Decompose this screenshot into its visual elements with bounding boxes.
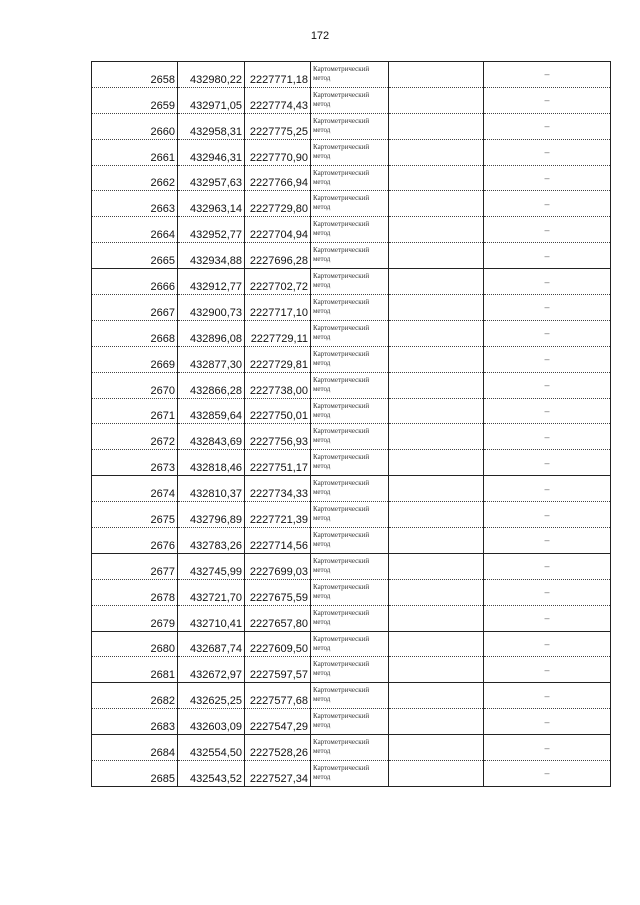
point-number-cell: 2664 [92, 217, 178, 243]
point-number-cell: 2675 [92, 502, 178, 528]
table-row [92, 113, 611, 139]
point-number-cell: 2680 [92, 631, 178, 657]
note-cell: – [484, 191, 611, 217]
empty-cell [389, 424, 484, 450]
table-row [92, 657, 611, 683]
point-number-cell: 2661 [92, 139, 178, 165]
method-cell: Картометрический метод [311, 735, 389, 761]
x-coordinate-cell: 432958,31 [178, 113, 245, 139]
method-cell: Картометрический метод [311, 87, 389, 113]
empty-cell [389, 476, 484, 502]
empty-cell [389, 683, 484, 709]
empty-cell [389, 217, 484, 243]
y-coordinate-cell: 2227770,90 [245, 139, 311, 165]
empty-cell [389, 605, 484, 631]
table-row [92, 269, 611, 295]
empty-cell [389, 553, 484, 579]
method-cell: Картометрический метод [311, 295, 389, 321]
note-cell: – [484, 165, 611, 191]
table-row [92, 735, 611, 761]
x-coordinate-cell: 432710,41 [178, 605, 245, 631]
x-coordinate-cell: 432672,97 [178, 657, 245, 683]
note-cell: – [484, 528, 611, 554]
y-coordinate-cell: 2227756,93 [245, 424, 311, 450]
point-number-cell: 2665 [92, 243, 178, 269]
y-coordinate-cell: 2227729,81 [245, 346, 311, 372]
table-row [92, 683, 611, 709]
method-cell: Картометрический метод [311, 683, 389, 709]
point-number-cell: 2676 [92, 528, 178, 554]
method-cell: Картометрический метод [311, 579, 389, 605]
empty-cell [389, 346, 484, 372]
method-cell: Картометрический метод [311, 605, 389, 631]
x-coordinate-cell: 432900,73 [178, 295, 245, 321]
table-row [92, 62, 611, 88]
empty-cell [389, 165, 484, 191]
empty-cell [389, 761, 484, 787]
note-cell: – [484, 217, 611, 243]
table-row [92, 476, 611, 502]
empty-cell [389, 398, 484, 424]
x-coordinate-cell: 432934,88 [178, 243, 245, 269]
method-cell: Картометрический метод [311, 476, 389, 502]
table-row [92, 450, 611, 476]
y-coordinate-cell: 2227597,57 [245, 657, 311, 683]
x-coordinate-cell: 432971,05 [178, 87, 245, 113]
empty-cell [389, 579, 484, 605]
point-number-cell: 2674 [92, 476, 178, 502]
table-row [92, 165, 611, 191]
x-coordinate-cell: 432980,22 [178, 62, 245, 88]
method-cell: Картометрический метод [311, 217, 389, 243]
note-cell: – [484, 269, 611, 295]
note-cell: – [484, 62, 611, 88]
table-row [92, 191, 611, 217]
y-coordinate-cell: 2227734,33 [245, 476, 311, 502]
note-cell: – [484, 450, 611, 476]
x-coordinate-cell: 432859,64 [178, 398, 245, 424]
note-cell: – [484, 761, 611, 787]
empty-cell [389, 243, 484, 269]
x-coordinate-cell: 432866,28 [178, 372, 245, 398]
point-number-cell: 2670 [92, 372, 178, 398]
point-number-cell: 2662 [92, 165, 178, 191]
x-coordinate-cell: 432745,99 [178, 553, 245, 579]
point-number-cell: 2667 [92, 295, 178, 321]
method-cell: Картометрический метод [311, 398, 389, 424]
y-coordinate-cell: 2227547,29 [245, 709, 311, 735]
table-row [92, 631, 611, 657]
empty-cell [389, 372, 484, 398]
note-cell: – [484, 243, 611, 269]
method-cell: Картометрический метод [311, 139, 389, 165]
note-cell: – [484, 113, 611, 139]
y-coordinate-cell: 2227738,00 [245, 372, 311, 398]
y-coordinate-cell: 2227766,94 [245, 165, 311, 191]
point-number-cell: 2671 [92, 398, 178, 424]
x-coordinate-cell: 432543,52 [178, 761, 245, 787]
point-number-cell: 2673 [92, 450, 178, 476]
x-coordinate-cell: 432810,37 [178, 476, 245, 502]
empty-cell [389, 87, 484, 113]
x-coordinate-cell: 432721,70 [178, 579, 245, 605]
method-cell: Картометрический метод [311, 113, 389, 139]
note-cell: – [484, 398, 611, 424]
y-coordinate-cell: 2227527,34 [245, 761, 311, 787]
point-number-cell: 2659 [92, 87, 178, 113]
note-cell: – [484, 579, 611, 605]
point-number-cell: 2658 [92, 62, 178, 88]
empty-cell [389, 320, 484, 346]
note-cell: – [484, 502, 611, 528]
x-coordinate-cell: 432625,25 [178, 683, 245, 709]
note-cell: – [484, 87, 611, 113]
method-cell: Картометрический метод [311, 320, 389, 346]
point-number-cell: 2682 [92, 683, 178, 709]
empty-cell [389, 735, 484, 761]
note-cell: – [484, 320, 611, 346]
y-coordinate-cell: 2227675,59 [245, 579, 311, 605]
y-coordinate-cell: 2227528,26 [245, 735, 311, 761]
x-coordinate-cell: 432957,63 [178, 165, 245, 191]
method-cell: Картометрический метод [311, 243, 389, 269]
x-coordinate-cell: 432818,46 [178, 450, 245, 476]
empty-cell [389, 450, 484, 476]
y-coordinate-cell: 2227704,94 [245, 217, 311, 243]
y-coordinate-cell: 2227750,01 [245, 398, 311, 424]
empty-cell [389, 62, 484, 88]
x-coordinate-cell: 432783,26 [178, 528, 245, 554]
note-cell: – [484, 631, 611, 657]
note-cell: – [484, 424, 611, 450]
empty-cell [389, 295, 484, 321]
point-number-cell: 2685 [92, 761, 178, 787]
y-coordinate-cell: 2227609,50 [245, 631, 311, 657]
y-coordinate-cell: 2227729,11 [245, 320, 311, 346]
y-coordinate-cell: 2227577,68 [245, 683, 311, 709]
point-number-cell: 2681 [92, 657, 178, 683]
coordinates-table-body [92, 62, 611, 787]
method-cell: Картометрический метод [311, 502, 389, 528]
empty-cell [389, 269, 484, 295]
x-coordinate-cell: 432843,69 [178, 424, 245, 450]
point-number-cell: 2684 [92, 735, 178, 761]
y-coordinate-cell: 2227751,17 [245, 450, 311, 476]
table-row [92, 243, 611, 269]
method-cell: Картометрический метод [311, 191, 389, 217]
point-number-cell: 2669 [92, 346, 178, 372]
y-coordinate-cell: 2227721,39 [245, 502, 311, 528]
y-coordinate-cell: 2227702,72 [245, 269, 311, 295]
coordinates-table [91, 61, 611, 787]
point-number-cell: 2683 [92, 709, 178, 735]
method-cell: Картометрический метод [311, 346, 389, 372]
method-cell: Картометрический метод [311, 631, 389, 657]
table-row [92, 346, 611, 372]
x-coordinate-cell: 432554,50 [178, 735, 245, 761]
point-number-cell: 2678 [92, 579, 178, 605]
point-number-cell: 2679 [92, 605, 178, 631]
table-row [92, 709, 611, 735]
table-row [92, 761, 611, 787]
y-coordinate-cell: 2227729,80 [245, 191, 311, 217]
y-coordinate-cell: 2227714,56 [245, 528, 311, 554]
table-row [92, 398, 611, 424]
method-cell: Картометрический метод [311, 165, 389, 191]
point-number-cell: 2668 [92, 320, 178, 346]
empty-cell [389, 191, 484, 217]
table-row [92, 528, 611, 554]
point-number-cell: 2660 [92, 113, 178, 139]
method-cell: Картометрический метод [311, 372, 389, 398]
x-coordinate-cell: 432952,77 [178, 217, 245, 243]
y-coordinate-cell: 2227699,03 [245, 553, 311, 579]
x-coordinate-cell: 432946,31 [178, 139, 245, 165]
table-row [92, 295, 611, 321]
y-coordinate-cell: 2227775,25 [245, 113, 311, 139]
note-cell: – [484, 683, 611, 709]
table-row [92, 424, 611, 450]
note-cell: – [484, 605, 611, 631]
x-coordinate-cell: 432912,77 [178, 269, 245, 295]
point-number-cell: 2677 [92, 553, 178, 579]
x-coordinate-cell: 432687,74 [178, 631, 245, 657]
page-number: 172 [310, 30, 330, 42]
note-cell: – [484, 657, 611, 683]
y-coordinate-cell: 2227657,80 [245, 605, 311, 631]
method-cell: Картометрический метод [311, 450, 389, 476]
note-cell: – [484, 372, 611, 398]
x-coordinate-cell: 432796,89 [178, 502, 245, 528]
point-number-cell: 2672 [92, 424, 178, 450]
y-coordinate-cell: 2227774,43 [245, 87, 311, 113]
table-row [92, 553, 611, 579]
note-cell: – [484, 476, 611, 502]
note-cell: – [484, 346, 611, 372]
note-cell: – [484, 735, 611, 761]
point-number-cell: 2663 [92, 191, 178, 217]
method-cell: Картометрический метод [311, 62, 389, 88]
y-coordinate-cell: 2227696,28 [245, 243, 311, 269]
point-number-cell: 2666 [92, 269, 178, 295]
empty-cell [389, 657, 484, 683]
empty-cell [389, 528, 484, 554]
empty-cell [389, 113, 484, 139]
y-coordinate-cell: 2227771,18 [245, 62, 311, 88]
x-coordinate-cell: 432603,09 [178, 709, 245, 735]
note-cell: – [484, 139, 611, 165]
table-row [92, 217, 611, 243]
table-row [92, 372, 611, 398]
method-cell: Картометрический метод [311, 657, 389, 683]
x-coordinate-cell: 432877,30 [178, 346, 245, 372]
empty-cell [389, 709, 484, 735]
table-row [92, 502, 611, 528]
table-row [92, 579, 611, 605]
empty-cell [389, 631, 484, 657]
empty-cell [389, 502, 484, 528]
table-row [92, 139, 611, 165]
x-coordinate-cell: 432896,08 [178, 320, 245, 346]
method-cell: Картометрический метод [311, 269, 389, 295]
table-row [92, 605, 611, 631]
x-coordinate-cell: 432963,14 [178, 191, 245, 217]
empty-cell [389, 139, 484, 165]
method-cell: Картометрический метод [311, 553, 389, 579]
method-cell: Картометрический метод [311, 709, 389, 735]
table-row [92, 320, 611, 346]
table-row [92, 87, 611, 113]
note-cell: – [484, 709, 611, 735]
method-cell: Картометрический метод [311, 424, 389, 450]
note-cell: – [484, 553, 611, 579]
y-coordinate-cell: 2227717,10 [245, 295, 311, 321]
method-cell: Картометрический метод [311, 528, 389, 554]
method-cell: Картометрический метод [311, 761, 389, 787]
note-cell: – [484, 295, 611, 321]
